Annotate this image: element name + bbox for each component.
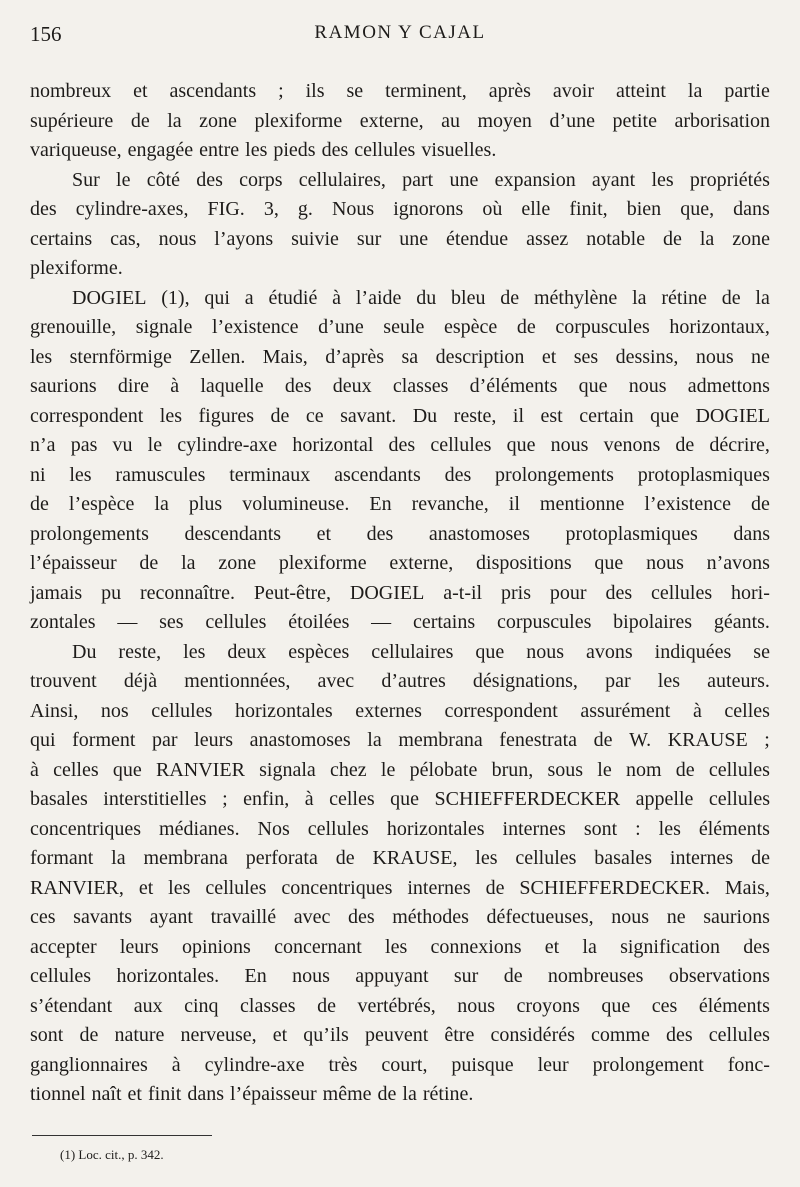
- text-line: basales interstitielles ; enfin, à celles que SCHIEFFERDECKER appelle cellules: [30, 788, 770, 810]
- text-line: formant la membrana perforata de KRAUSE, les cellules basales internes de: [30, 847, 770, 869]
- text-line: Ainsi, nos cellules horizontales externes correspondent assurément à celles: [30, 699, 770, 722]
- text-line: tionnel naît et finit dans l’épaisseur même de la rétine.: [30, 1083, 474, 1105]
- text-line: zontales — ses cellules étoilées — certains corpuscules bipolaires géants.: [30, 611, 770, 633]
- text-line: certains cas, nous l’ayons suivie sur une étendue assez notable de la zone: [30, 227, 770, 250]
- text-line: accepter leurs opinions concernant les connexions et la signification des: [30, 935, 770, 958]
- text-line: RANVIER, et les cellules concentriques internes de SCHIEFFERDECKER. Mais,: [30, 876, 770, 899]
- footnote: (1) Loc. cit., p. 342.: [60, 1147, 164, 1162]
- text-line: grenouille, signale l’existence d’une seule espèce de corpuscules horizontaux,: [30, 316, 770, 338]
- text-line: s’étendant aux cinq classes de vertébrés, nous croyons que ces éléments: [30, 994, 770, 1017]
- page-header: [30, 22, 770, 52]
- page-number: 156: [30, 22, 62, 46]
- text-line: nombreux et ascendants ; ils se terminent, après avoir atteint la partie: [30, 80, 770, 102]
- running-head: RAMON Y CAJAL: [314, 22, 486, 43]
- text-line: concentriques médianes. Nos cellules horizontales internes sont : les éléments: [30, 817, 770, 840]
- text-line: ganglionnaires à cylindre-axe très court, puisque leur prolongement fonc-: [30, 1053, 770, 1076]
- text-line: qui forment par leurs anastomoses la membrana fenestrata de W. KRAUSE ;: [30, 729, 770, 751]
- text-line: Sur le côté des corps cellulaires, part une expansion ayant les propriétés: [72, 168, 770, 191]
- text-line: correspondent les figures de ce savant. Du reste, il est certain que DOGIEL: [30, 404, 770, 427]
- text-line: cellules horizontales. En nous appuyant sur de nombreuses observations: [30, 965, 770, 987]
- text-line: de l’espèce la plus volumineuse. En revanche, il mentionne l’existence de: [30, 493, 770, 515]
- footnote-rule: [32, 1135, 212, 1136]
- text-line: l’épaisseur de la zone plexiforme externe, dispositions que nous n’avons: [30, 552, 770, 574]
- text-line: les sternförmige Zellen. Mais, d’après sa description et ses dessins, nous ne: [30, 345, 770, 368]
- text-line: Du reste, les deux espèces cellulaires que nous avons indiquées se: [72, 640, 770, 663]
- text-line: variqueuse, engagée entre les pieds des cellules visuelles.: [30, 139, 497, 161]
- text-line: trouvent déjà mentionnées, avec d’autres désignations, par les auteurs.: [30, 670, 770, 692]
- text-line: saurions dire à laquelle des deux classes d’éléments que nous admettons: [30, 375, 770, 397]
- text-line: ces savants ayant travaillé avec des méthodes défectueuses, nous ne saurions: [30, 906, 770, 928]
- text-line: plexiforme.: [30, 257, 123, 279]
- text-line: ni les ramuscules terminaux ascendants des prolongements protoplasmiques: [30, 463, 770, 486]
- text-line: jamais pu reconnaître. Peut-être, DOGIEL a-t-il pris pour des cellules hori-: [30, 581, 770, 604]
- text-line: sont de nature nerveuse, et qu’ils peuvent être considérés comme des cellules: [30, 1024, 770, 1046]
- text-line: DOGIEL (1), qui a étudié à l’aide du bleu de méthylène la rétine de la: [72, 286, 770, 309]
- text-line: supérieure de la zone plexiforme externe, au moyen d’une petite arborisation: [30, 109, 770, 132]
- text-line: des cylindre-axes, FIG. 3, g. Nous ignorons où elle finit, bien que, dans: [30, 198, 770, 220]
- text-line: prolongements descendants et des anastomoses protoplasmiques dans: [30, 522, 770, 545]
- text-line: à celles que RANVIER signala chez le pélobate brun, sous le nom de cellules: [30, 758, 770, 781]
- text-line: n’a pas vu le cylindre-axe horizontal des cellules que nous venons de décrire,: [30, 434, 770, 456]
- body-text: [30, 77, 770, 1110]
